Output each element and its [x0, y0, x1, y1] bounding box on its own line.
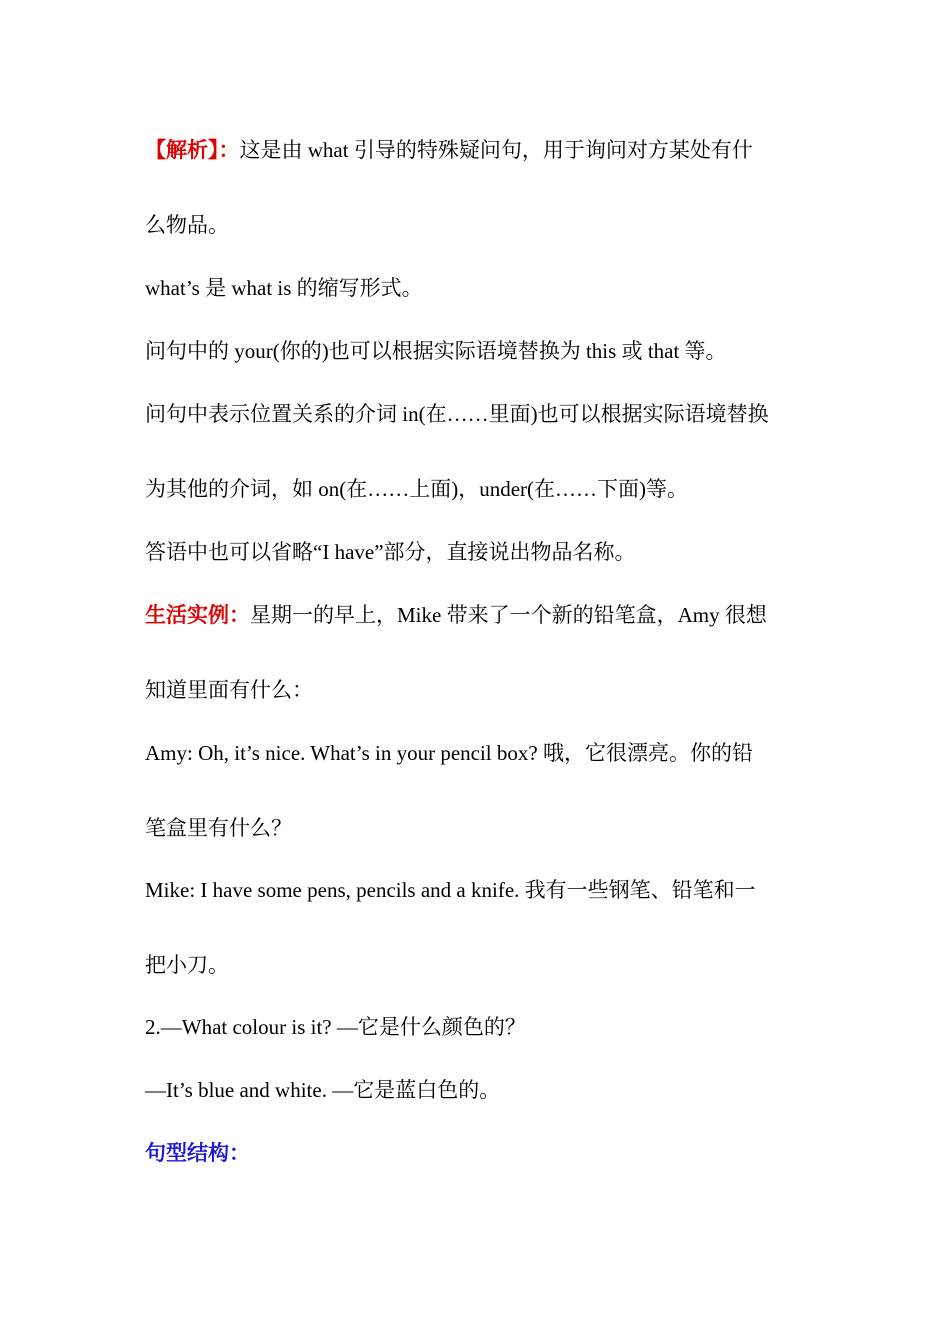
- structure-heading: [145, 1139, 825, 1167]
- analysis-text-1: 这是由 what 引导的特殊疑问句，用于询问对方某处有什: [239, 138, 753, 162]
- item2-answer: —It’s blue and white. —它是蓝白色的。: [145, 1078, 501, 1102]
- note-replace-your: 问句中的 your(你的)也可以根据实际语境替换为 this 或 that 等。: [145, 339, 727, 363]
- item2-question: 2.—What colour is it? —它是什么颜色的？: [145, 1015, 526, 1039]
- note-preposition-line-1: 问句中表示位置关系的介词 in(在……里面)也可以根据实际语境替换: [145, 402, 769, 426]
- note-omit-i-have: 答语中也可以省略“I have”部分，直接说出物品名称。: [145, 540, 636, 564]
- note-contraction: what’s 是 what is 的缩写形式。: [145, 276, 423, 300]
- dialog-mike-line-1: Mike: I have some pens, pencils and a knife. 我有一些钢笔、铅笔和一: [145, 878, 756, 902]
- dialog-mike-line-2: 把小刀。: [145, 953, 229, 977]
- example-label: 生活实例：: [145, 603, 250, 627]
- analysis-label: 【解析】：: [145, 138, 240, 162]
- analysis-line-1: [145, 136, 825, 164]
- example-line-1: [145, 601, 825, 629]
- note-preposition-line-2: 为其他的介词，如 on(在……上面)，under(在……下面)等。: [145, 477, 689, 501]
- analysis-line-2: 么物品。: [145, 213, 229, 237]
- example-text-1: 星期一的早上，Mike 带来了一个新的铅笔盒，Amy 很想: [250, 603, 767, 627]
- structure-label: 句型结构：: [145, 1141, 250, 1165]
- example-line-2: 知道里面有什么：: [145, 678, 313, 702]
- dialog-amy-line-1: Amy: Oh, it’s nice. What’s in your pencil box? 哦，它很漂亮。你的铅: [145, 741, 753, 765]
- dialog-amy-line-2: 笔盒里有什么？: [145, 816, 292, 840]
